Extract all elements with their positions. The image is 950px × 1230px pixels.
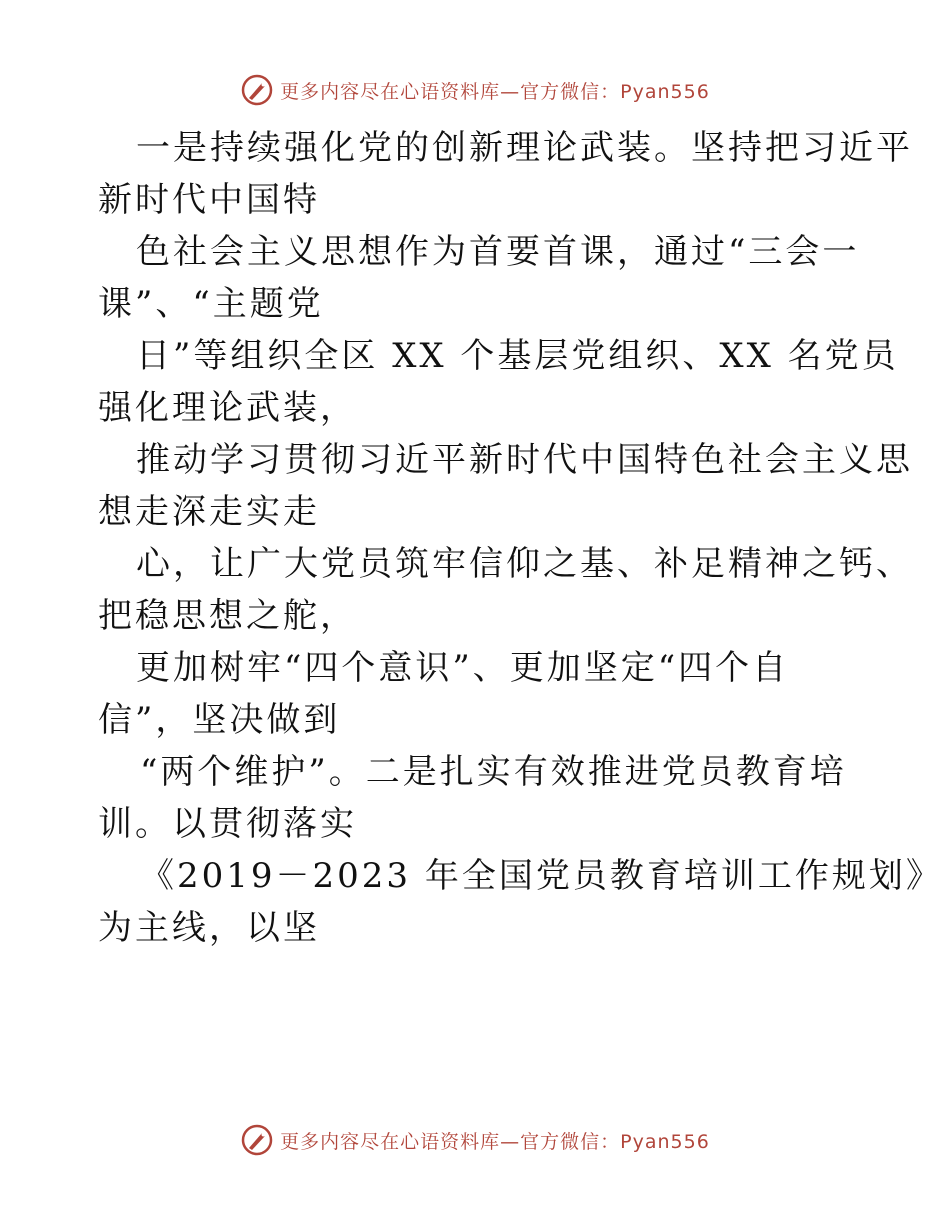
header-banner-text: 更多内容尽在心语资料库—官方微信：Pyan556 xyxy=(280,80,710,103)
text-line: “两个维护”。二是扎实有效推进党员教育培 xyxy=(140,752,847,792)
text-line: 为主线，以坚 xyxy=(98,908,320,948)
pen-nib-seal-icon xyxy=(240,73,274,107)
text-line: 强化理论武装， xyxy=(98,388,357,428)
footer-banner-text: 更多内容尽在心语资料库—官方微信：Pyan556 xyxy=(280,1130,710,1153)
text-line: 新时代中国特 xyxy=(98,180,320,220)
text-line: 想走深走实走 xyxy=(98,492,320,532)
text-line: 信”，坚决做到 xyxy=(98,700,341,740)
text-line: 色社会主义思想作为首要首课，通过“三会一 xyxy=(136,232,860,272)
text-line: 一是持续强化党的创新理论武装。坚持把习近平 xyxy=(136,128,913,168)
text-line: 课”、“主题党 xyxy=(98,284,324,324)
text-line: 《2019－2023 年全国党员教育培训工作规划》 xyxy=(140,856,943,896)
text-line: 把稳思想之舵， xyxy=(98,596,357,636)
document-body xyxy=(98,122,943,954)
pen-nib-seal-icon xyxy=(240,1123,274,1157)
text-line: 更加树牢“四个意识”、更加坚定“四个自 xyxy=(136,648,790,688)
footer-banner xyxy=(0,1120,950,1160)
text-line: 日”等组织全区 XX 个基层党组织、XX 名党员 xyxy=(136,336,899,376)
text-line: 训。以贯彻落实 xyxy=(98,804,357,844)
text-line: 心，让广大党员筑牢信仰之基、补足精神之钙、 xyxy=(136,544,913,584)
text-line: 推动学习贯彻习近平新时代中国特色社会主义思 xyxy=(136,440,913,480)
header-banner xyxy=(0,70,950,110)
